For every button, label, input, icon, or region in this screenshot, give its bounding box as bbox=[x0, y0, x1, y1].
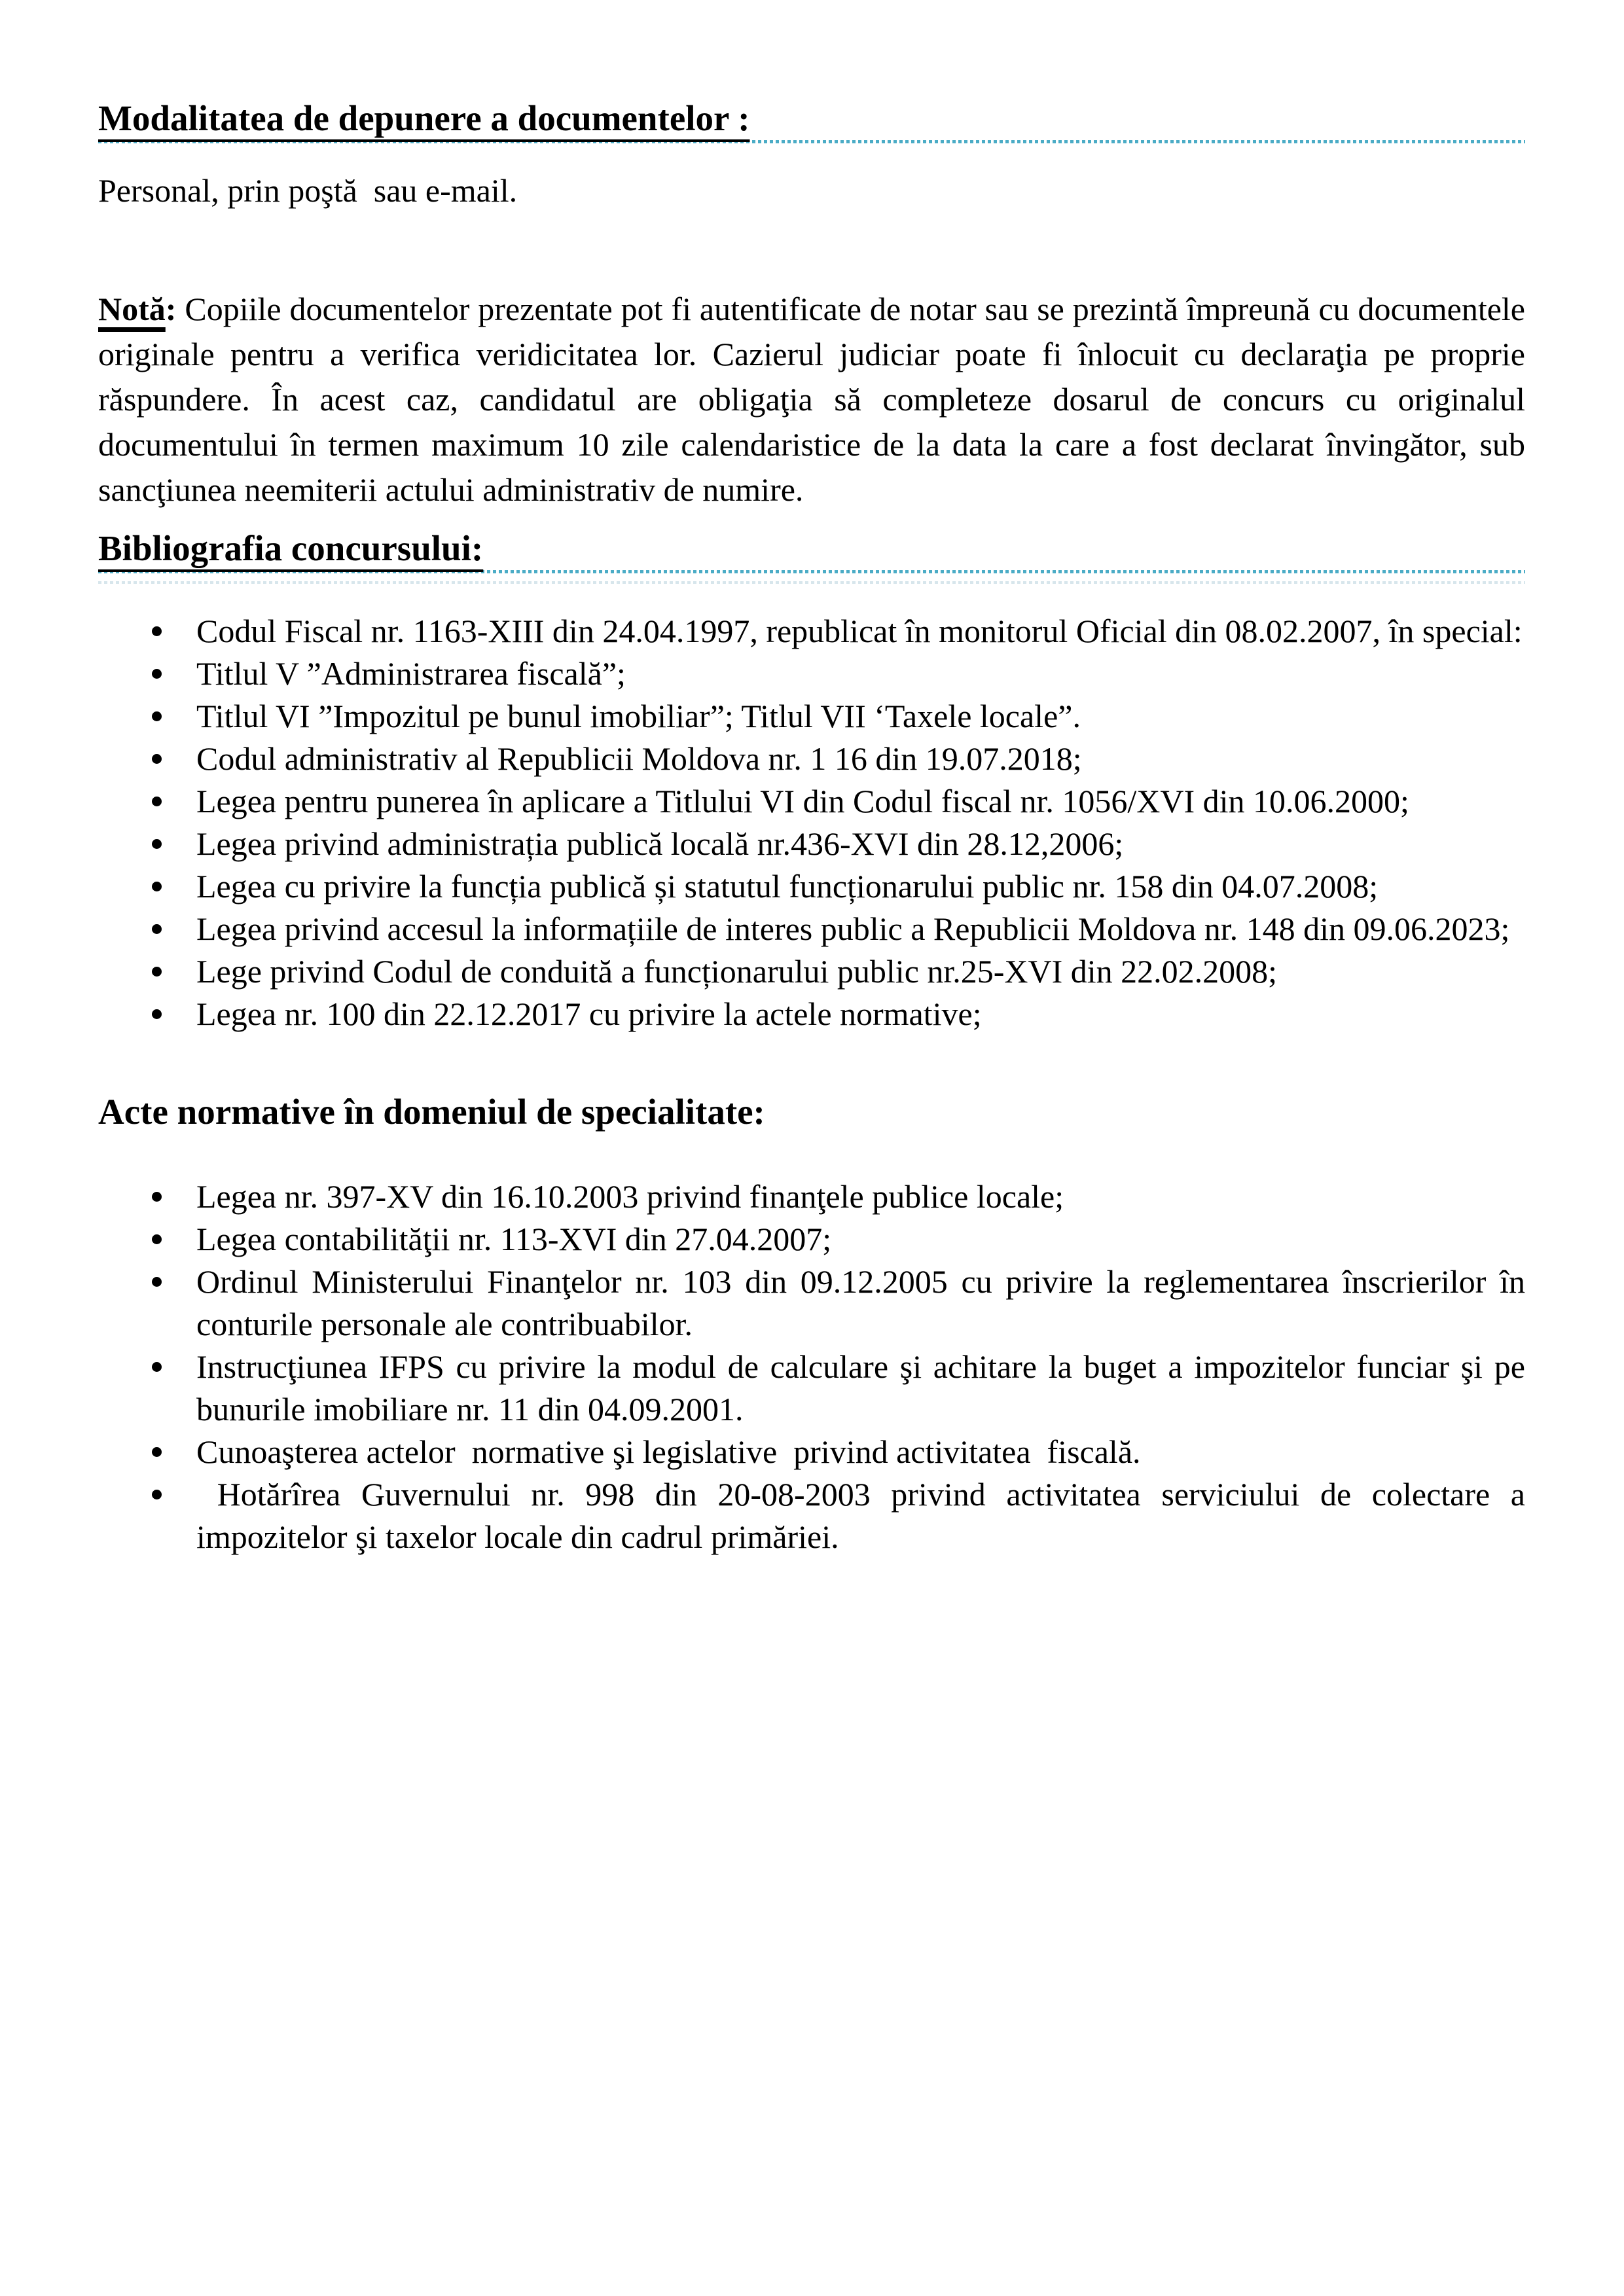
list-item bbox=[98, 1218, 1525, 1261]
list-item bbox=[98, 950, 1525, 993]
bullet-icon bbox=[152, 1490, 162, 1499]
list-item bbox=[98, 1261, 1525, 1346]
list-item-text: Legea privind administrația publică locală nr.436-XVI din 28.12,2006; bbox=[196, 825, 1124, 862]
list-item bbox=[98, 823, 1525, 865]
bullet-icon bbox=[152, 1009, 162, 1019]
bullet-icon bbox=[152, 1447, 162, 1457]
section-heading-acte-normative: Acte normative în domeniul de specialitate: bbox=[98, 1092, 765, 1132]
list-item bbox=[98, 865, 1525, 908]
list-item bbox=[98, 1175, 1525, 1218]
bullet-icon bbox=[152, 1277, 162, 1287]
list-item bbox=[98, 695, 1525, 738]
bullet-icon bbox=[152, 882, 162, 891]
nota-colon: : bbox=[165, 291, 177, 327]
list-item-text: Lege privind Codul de conduită a funcționarului public nr.25-XVI din 22.02.2008; bbox=[196, 953, 1278, 990]
section-heading-bibliografia: Bibliografia concursului: bbox=[98, 528, 484, 568]
list-item-text: Titlul VI ”Impozitul pe bunul imobiliar”; Titlul VII ‘Taxele locale”. bbox=[196, 698, 1081, 734]
paragraph-nota bbox=[98, 287, 1525, 512]
nota-label: Notă bbox=[98, 291, 166, 327]
list-item-text: Legea nr. 100 din 22.12.2017 cu privire la actele normative; bbox=[196, 996, 982, 1032]
list-item bbox=[98, 653, 1525, 695]
bullet-icon bbox=[152, 626, 162, 636]
dotted-divider-faint bbox=[98, 581, 1525, 584]
list-item-text: Legea privind accesul la informațiile de interes public a Republicii Moldova nr. 148 din 09.06.2023; bbox=[196, 910, 1510, 947]
bullet-icon bbox=[152, 711, 162, 721]
list-item bbox=[98, 1431, 1525, 1473]
dotted-divider bbox=[98, 140, 1525, 143]
specialty-acts-list bbox=[98, 1175, 1525, 1558]
list-item bbox=[98, 610, 1525, 653]
bullet-icon bbox=[152, 839, 162, 849]
list-item bbox=[98, 1473, 1525, 1558]
list-item-text: Legea cu privire la funcția publică și statutul funcționarului public nr. 158 din 04.07.2008; bbox=[196, 868, 1379, 905]
list-item-text: Legea pentru punerea în aplicare a Titlului VI din Codul fiscal nr. 1056/XVI din 10.06.2000; bbox=[196, 783, 1409, 819]
bullet-icon bbox=[152, 1192, 162, 1202]
list-item-text: Ordinul Ministerului Finanţelor nr. 103 din 09.12.2005 cu privire la reglementarea înscrierilor în conturile personale ale contribuabilor. bbox=[196, 1263, 1525, 1342]
list-item-text: Codul administrativ al Republicii Moldova nr. 1 16 din 19.07.2018; bbox=[196, 740, 1082, 777]
section-heading-modalitatea-depunere: Modalitatea de depunere a documentelor : bbox=[98, 98, 750, 138]
bullet-icon bbox=[152, 924, 162, 934]
bullet-icon bbox=[152, 1362, 162, 1372]
bullet-icon bbox=[152, 797, 162, 806]
bullet-icon bbox=[152, 669, 162, 679]
list-item bbox=[98, 780, 1525, 823]
paragraph-depunere-personal: Personal, prin poştă sau e-mail. bbox=[98, 172, 518, 209]
list-item-text: Instrucţiunea IFPS cu privire la modul de calculare şi achitare la buget a impozitelor funciar şi pe bunurile imobiliare nr. 11 din 04.09.2001. bbox=[196, 1348, 1525, 1427]
list-item-text: Legea nr. 397-XV din 16.10.2003 privind finanţele publice locale; bbox=[196, 1178, 1064, 1215]
list-item bbox=[98, 908, 1525, 950]
list-item-text: Titlul V ”Administrarea fiscală”; bbox=[196, 655, 626, 692]
list-item-text: Legea contabilităţii nr. 113-XVI din 27.04.2007; bbox=[196, 1221, 832, 1257]
list-item bbox=[98, 1346, 1525, 1431]
dotted-divider bbox=[98, 570, 1525, 573]
list-item-text: Cunoaşterea actelor normative şi legislative privind activitatea fiscală. bbox=[196, 1433, 1141, 1470]
list-item bbox=[98, 738, 1525, 780]
bullet-icon bbox=[152, 1234, 162, 1244]
bullet-icon bbox=[152, 967, 162, 977]
list-item-text: Hotărîrea Guvernului nr. 998 din 20-08-2003 privind activitatea serviciului de colectare a impozitelor şi taxelor locale din cadrul primăriei. bbox=[196, 1476, 1525, 1555]
list-item-text: Codul Fiscal nr. 1163-XIII din 24.04.1997, republicat în monitorul Oficial din 08.02.2007, în special: bbox=[196, 613, 1523, 649]
bullet-icon bbox=[152, 754, 162, 764]
bibliography-list bbox=[98, 610, 1525, 1035]
list-item bbox=[98, 993, 1525, 1035]
nota-text: Copiile documentelor prezentate pot fi autentificate de notar sau se prezintă împreună cu documentele originale pentru a verifica veridicitatea lor. Cazierul judiciar poate fi înlocuit cu declaraţia pe proprie răspundere. În acest caz, candidatul are obligaţia să completeze dosarul de concurs cu originalul documentului în termen maximum 10 zile calendaristice de la data la care a fost declarat învingător, sub sancţiunea neemiterii actului administrativ de numire. bbox=[98, 291, 1525, 508]
